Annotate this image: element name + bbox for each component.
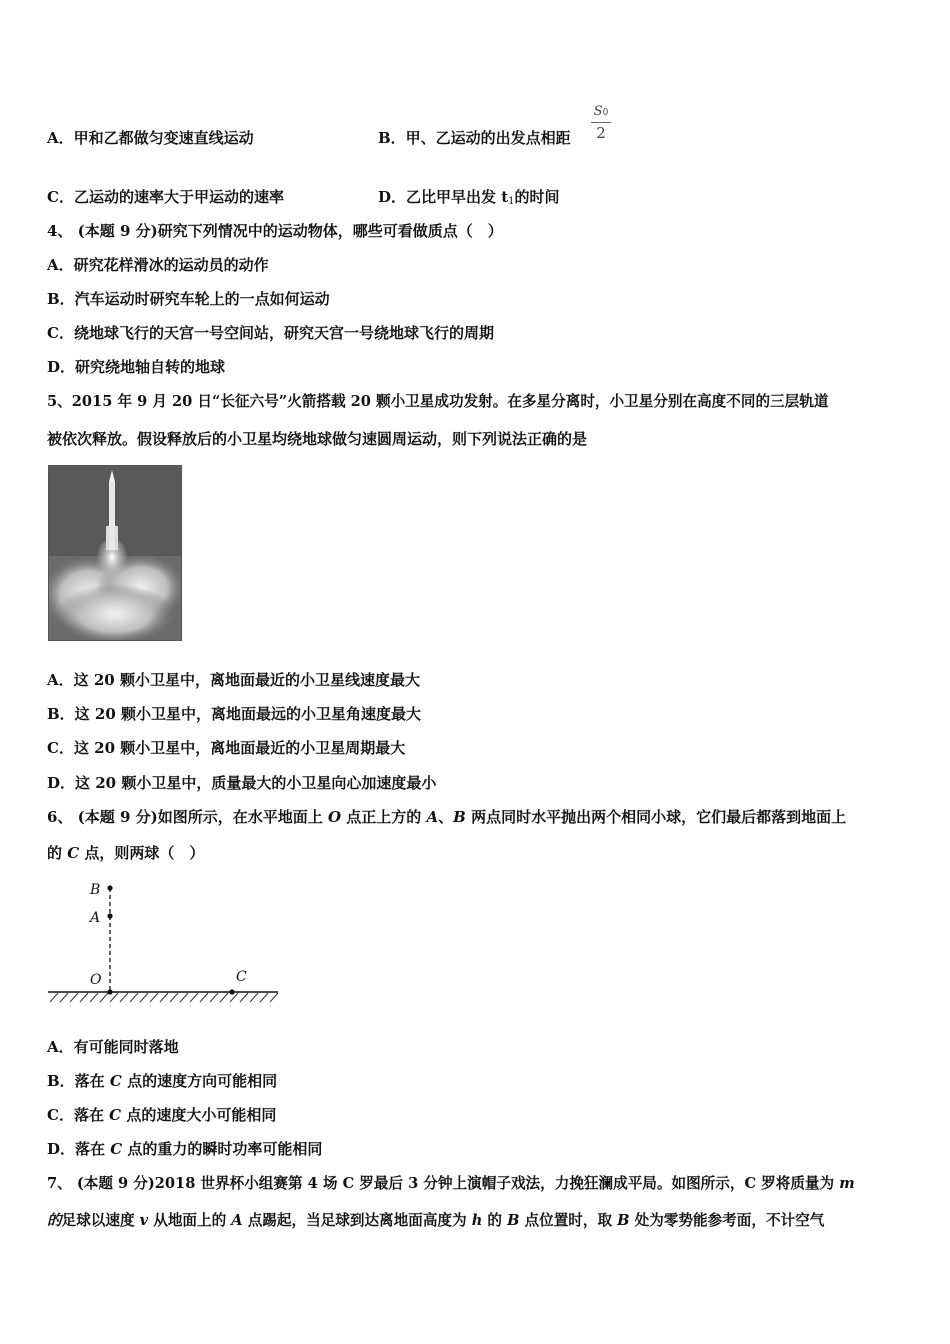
q4-stem: 4、 (本题 9 分)研究下列情况中的运动物体，哪些可看做质点（ ） [47, 222, 503, 240]
projectile-diagram [44, 878, 284, 1008]
q7-stem-text-5: 点踢起，当足球到达离地面高度为 [242, 1212, 472, 1229]
q7-stem-text-8: 处为零势能参考面，不计空气 [629, 1212, 825, 1229]
q6-option-d [47, 1139, 322, 1159]
q7-stem-text-3: 足球以速度 [61, 1212, 140, 1229]
point-a-dot [107, 913, 112, 918]
q3-option-b: B．甲、乙运动的出发点相距 [378, 129, 571, 147]
q6-option-c-point: C [109, 1106, 122, 1124]
ground-hatching [50, 993, 278, 1002]
q7-stem-text-2: 的 [47, 1212, 62, 1229]
q7-stem-text-4: 从地面上的 [148, 1212, 232, 1229]
q4-option-d: D．研究绕地轴自转的地球 [47, 358, 226, 376]
q6-option-b-tail: 点的速度方向可能相同 [121, 1072, 278, 1090]
q7-stem-line1 [47, 1174, 855, 1194]
fraction-numerator-subscript: 0 [602, 108, 609, 118]
q7-var-h: h [471, 1212, 483, 1229]
q7-stem-text-1: 7、 (本题 9 分)2018 世界杯小组赛第 4 场 C 罗最后 3 分钟上演帽子戏法，力挽狂澜成平局。如图所示，C 罗将质量为 [47, 1175, 840, 1192]
q7-point-b-2: B [617, 1212, 630, 1229]
q4-option-b: B．汽车运动时研究车轮上的一点如何运动 [47, 290, 330, 308]
q5-option-a: A．这 20 颗小卫星中，离地面最近的小卫星线速度最大 [47, 671, 420, 689]
q7-stem-text-6: 的 [482, 1212, 508, 1229]
q6-option-a: A．有可能同时落地 [47, 1038, 179, 1056]
rocket-launch-image [49, 466, 182, 641]
q5-stem-line2: 被依次释放。假设释放后的小卫星均绕地球做匀速圆周运动，则下列说法正确的是 [47, 430, 588, 448]
q6-stem-text-1: 6、 (本题 9 分)如图所示，在水平地面上 [47, 808, 328, 826]
q6-stem-text-5: 的 [47, 844, 68, 862]
q7-var-v: v [139, 1212, 149, 1229]
q6-option-c-tail: 点的速度大小可能相同 [121, 1106, 277, 1124]
label-a: A [90, 910, 101, 926]
label-o: O [90, 972, 102, 988]
q4-option-a: A．研究花样滑冰的运动员的动作 [47, 256, 269, 274]
q6-point-o: O [327, 808, 342, 826]
q6-point-a: A [426, 808, 439, 826]
rocket-launch-photo [48, 465, 182, 641]
label-c: C [236, 969, 247, 985]
q6-stem-text-4: 两点同时水平抛出两个相同小球，它们最后都落到地面上 [465, 808, 847, 826]
q6-point-c: C [67, 844, 80, 862]
q3-option-d-subscript: 1 [508, 196, 515, 207]
q3-option-c: C．乙运动的速率大于甲运动的速率 [47, 188, 284, 206]
q7-var-m: m [839, 1175, 855, 1192]
q6-option-b [47, 1071, 277, 1091]
q6-stem-text-2: 点正上方的 [341, 808, 427, 826]
q6-option-c [47, 1105, 276, 1125]
point-b-dot [107, 885, 112, 890]
q6-stem-line2 [47, 843, 204, 863]
q5-option-c: C．这 20 颗小卫星中，离地面最近的小卫星周期最大 [47, 739, 406, 757]
q5-option-d: D．这 20 颗小卫星中，质量最大的小卫星向心加速度最小 [47, 774, 437, 792]
q6-stem-text-6: 点，则两球（ ） [79, 844, 205, 862]
q6-stem-line1 [47, 807, 846, 827]
fraction-numerator: S [593, 104, 603, 119]
q6-option-d-point: C [110, 1140, 123, 1158]
q5-option-b: B．这 20 颗小卫星中，离地面最远的小卫星角速度最大 [47, 705, 421, 723]
fraction-denominator: 2 [596, 124, 606, 142]
q7-point-b: B [507, 1212, 520, 1229]
q7-stem-line2 [47, 1211, 824, 1231]
q5-stem-line1: 5、2015 年 9 月 20 日“长征六号”火箭搭载 20 颗小卫星成功发射。在多星分离时，小卫星分别在高度不同的三层轨道 [47, 393, 829, 410]
q4-option-c: C．绕地球飞行的天宫一号空间站，研究天宫一号绕地球飞行的周期 [47, 324, 494, 342]
label-b: B [90, 882, 101, 898]
q3-option-d-tail: 的时间 [514, 188, 560, 206]
q7-stem-text-7: 点位置时，取 [519, 1212, 618, 1229]
q6-option-d-text: D．落在 [47, 1140, 111, 1158]
q6-option-b-point: C [109, 1072, 122, 1090]
q6-stem-text-3: 、 [438, 808, 454, 826]
q3-option-b-fraction [591, 104, 611, 142]
q6-option-b-text: B．落在 [47, 1072, 110, 1090]
q6-option-d-tail: 点的重力的瞬时功率可能相同 [122, 1140, 323, 1158]
fraction-bar [591, 122, 611, 123]
q7-point-a: A [231, 1212, 243, 1229]
q3-option-a: A．甲和乙都做匀变速直线运动 [47, 129, 254, 147]
q3-option-d-text: D．乙比甲早出发 t [378, 188, 509, 206]
q3-option-d [378, 187, 560, 212]
q6-option-c-text: C．落在 [47, 1106, 110, 1124]
q6-point-b: B [453, 808, 466, 826]
